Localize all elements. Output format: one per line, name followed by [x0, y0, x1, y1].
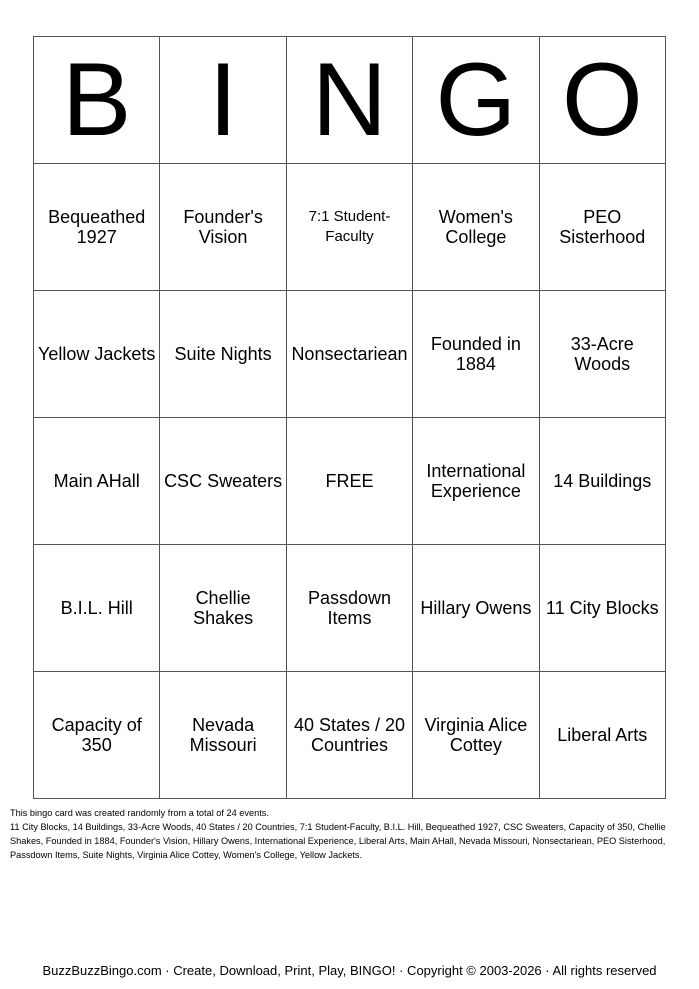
bingo-row [34, 164, 666, 291]
bingo-cell: Bequeathed 1927 [34, 164, 160, 291]
header-letter-b: B [34, 37, 160, 164]
bingo-cell: 40 States / 20 Countries [286, 672, 412, 799]
bingo-row [34, 672, 666, 799]
free-space-cell: FREE [286, 418, 412, 545]
bingo-card [33, 36, 666, 799]
bingo-cell: Chellie Shakes [160, 545, 286, 672]
bingo-cell: Passdown Items [286, 545, 412, 672]
bingo-cell: Virginia Alice Cottey [413, 672, 539, 799]
header-letter-i: I [160, 37, 286, 164]
bingo-cell: Nonsectariean [286, 291, 412, 418]
bingo-cell: Hillary Owens [413, 545, 539, 672]
bingo-row [34, 291, 666, 418]
bingo-cell: Founder's Vision [160, 164, 286, 291]
bingo-cell: PEO Sisterhood [539, 164, 665, 291]
bingo-cell: Founded in 1884 [413, 291, 539, 418]
bingo-header-row [34, 37, 666, 164]
bingo-cell: Women's College [413, 164, 539, 291]
bingo-cell: Yellow Jackets [34, 291, 160, 418]
header-letter-o: O [539, 37, 665, 164]
description-intro: This bingo card was created randomly from a total of 24 events. [10, 808, 269, 818]
bingo-row [34, 545, 666, 672]
header-letter-n: N [286, 37, 412, 164]
bingo-cell: International Experience [413, 418, 539, 545]
header-letter-g: G [413, 37, 539, 164]
bingo-cell: 11 City Blocks [539, 545, 665, 672]
bingo-cell: Capacity of 350 [34, 672, 160, 799]
bingo-cell: Nevada Missouri [160, 672, 286, 799]
bingo-cell: CSC Sweaters [160, 418, 286, 545]
bingo-cell: 7:1 Student-Faculty [286, 164, 412, 291]
bingo-cell: 33-Acre Woods [539, 291, 665, 418]
bingo-cell: Suite Nights [160, 291, 286, 418]
bingo-cell: Main AHall [34, 418, 160, 545]
bingo-cell: B.I.L. Hill [34, 545, 160, 672]
description-events-list: 11 City Blocks, 14 Buildings, 33-Acre Woods, 40 States / 20 Countries, 7:1 Student-Faculty, B.I.L. Hill, Bequeathed 1927, CSC Sweaters, Capacity of 350, Chellie Shakes, Founded in 1884, Founder's Vision, Hillary Owens, International Experience, Liberal Arts, Main AHall, Nevada Missouri, Nonsectariean, PEO Sisterhood, Passdown Items, Suite Nights, Virginia Alice Cottey, Women's College, Yellow Jackets. [10, 822, 666, 860]
bingo-cell: Liberal Arts [539, 672, 665, 799]
site-footer: BuzzBuzzBingo.com · Create, Download, Print, Play, BINGO! · Copyright © 2003-2026 · All rights reserved [42, 963, 657, 978]
card-description [10, 806, 692, 862]
bingo-row [34, 418, 666, 545]
bingo-cell: 14 Buildings [539, 418, 665, 545]
